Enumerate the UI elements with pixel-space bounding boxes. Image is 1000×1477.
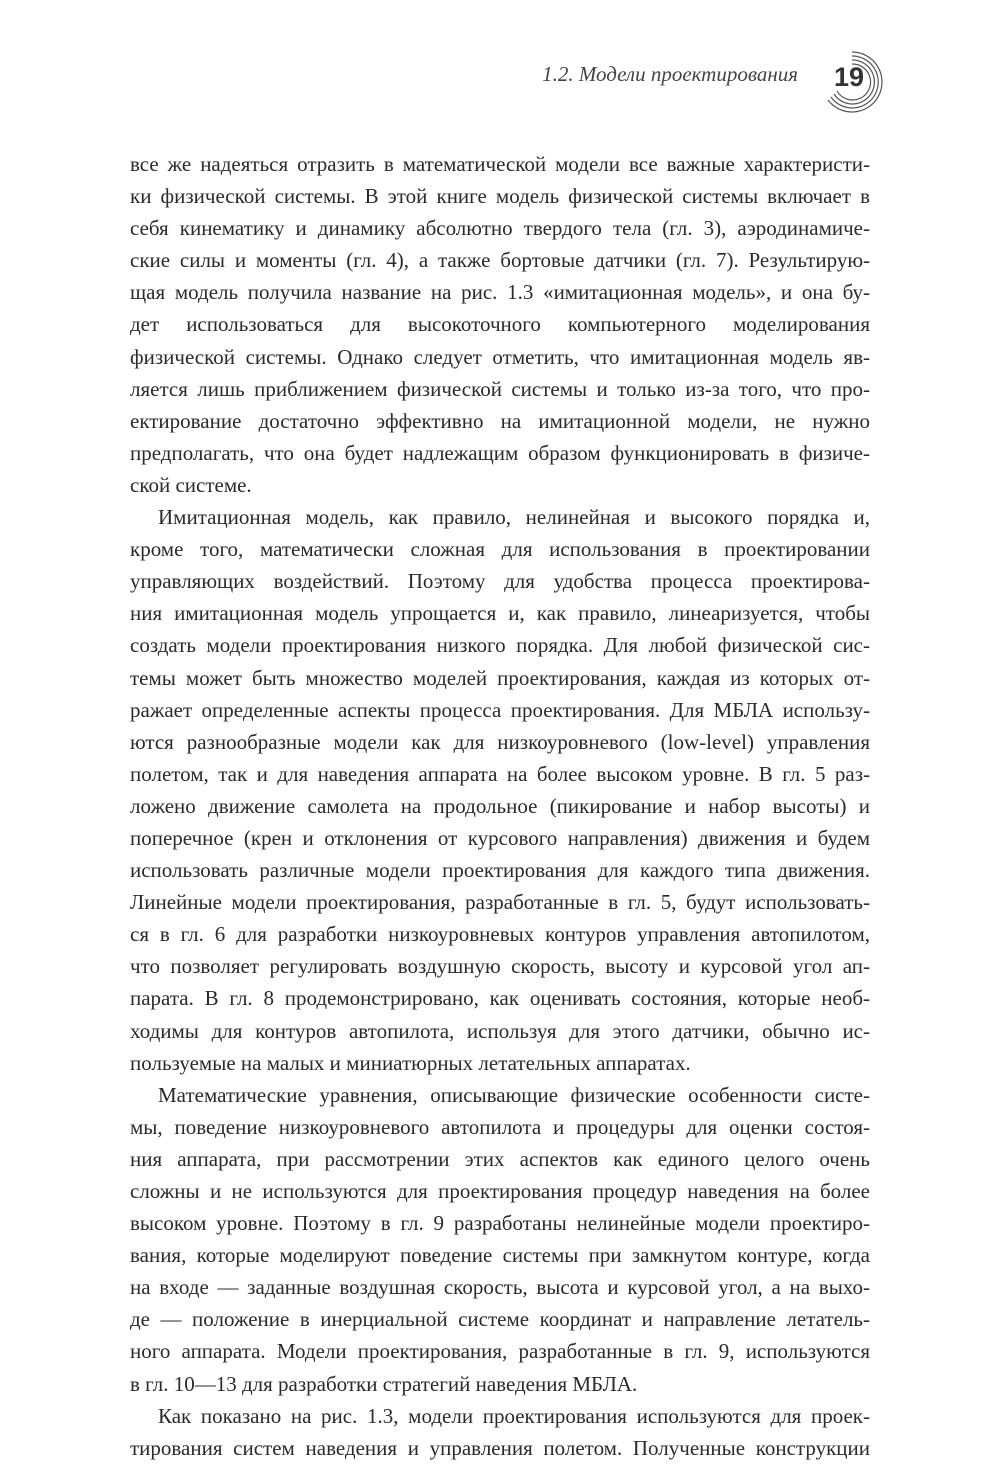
text-line: ляется лишь приближением физической системы и только из-за того, что про-: [130, 376, 870, 401]
text-line: ектирование достаточно эффективно на имитационной модели, не нужно: [130, 408, 870, 433]
paragraph: [130, 501, 870, 1079]
text-line: ния имитационная модель упрощается и, как правило, линеаризуется, чтобы: [130, 601, 870, 626]
text-line: ской системе.: [130, 472, 252, 497]
text-line: высоком уровне. Поэтому в гл. 9 разработаны нелинейные модели проектиро-: [130, 1211, 870, 1236]
text-line: кроме того, математически сложная для использования в проектировании: [130, 537, 870, 562]
text-line: сложны и не используются для проектирования процедур наведения на более: [130, 1179, 870, 1203]
paragraph: [130, 1079, 870, 1400]
text-line: управляющих воздействий. Поэтому для удобства процесса проектирова-: [130, 569, 870, 594]
text-line: что позволяет регулировать воздушную скорость, высоту и курсовой угол ап-: [130, 954, 870, 979]
text-line: пользуемые на малых и миниатюрных летательных аппаратах.: [130, 1050, 691, 1075]
text-line: ражает определенные аспекты процесса проектирования. Для МБЛА использу-: [130, 697, 870, 722]
text-line: ские силы и моменты (гл. 4), а также бортовые датчики (гл. 7). Результирую-: [130, 248, 870, 273]
text-line: физической системы. Однако следует отметить, что имитационная модель яв-: [130, 344, 870, 369]
page-number: 19: [834, 62, 865, 92]
text-line: создать модели проектирования низкого порядка. Для любой физической сис-: [130, 633, 870, 658]
paragraph: [130, 1400, 870, 1464]
text-line: предполагать, что она будет надлежащим образом функционировать в физиче-: [130, 440, 870, 465]
text-line: ния аппарата, при рассмотрении этих аспектов как единого целого очень: [130, 1146, 870, 1171]
text-line: в гл. 10—13 для разработки стратегий наведения МБЛА.: [130, 1371, 638, 1396]
text-line: ся в гл. 6 для разработки низкоуровневых контуров управления автопилотом,: [130, 922, 870, 947]
text-line: дет использоваться для высокоточного компьютерного моделирования: [130, 312, 870, 337]
text-line: на входе — заданные воздушная скорость, высота и курсовой угол, а на выхо-: [130, 1275, 870, 1300]
body-text: [130, 148, 870, 1464]
text-line: Имитационная модель, как правило, нелинейная и высокого порядка и,: [158, 505, 870, 530]
text-line: тирования систем наведения и управления полетом. Полученные конструкции: [130, 1435, 870, 1460]
text-line: ки физической системы. В этой книге модель физической системы включает в: [130, 184, 870, 209]
text-line: парата. В гл. 8 продемонстрировано, как оценивать состояния, которые необ-: [130, 986, 870, 1011]
text-line: использовать различные модели проектирования для каждого типа движения.: [130, 858, 870, 883]
text-line: вания, которые моделируют поведение системы при замкнутом контуре, когда: [130, 1243, 870, 1268]
text-line: де — положение в инерциальной системе координат и направление летатель-: [130, 1307, 870, 1332]
text-line: ются разнообразные модели как для низкоуровневого (low-level) управления: [130, 729, 870, 754]
text-line: мы, поведение низкоуровневого автопилота и процедуры для оценки состоя-: [130, 1114, 870, 1139]
text-line: темы может быть множество моделей проектирования, каждая из которых от-: [130, 665, 870, 690]
text-line: Линейные модели проектирования, разработанные в гл. 5, будут использовать-: [130, 890, 870, 915]
text-line: все же надеяться отразить в математической модели все важные характеристи-: [130, 152, 870, 176]
text-line: ходимы для контуров автопилота, используя для этого датчики, обычно ис-: [130, 1018, 870, 1043]
text-line: ложено движение самолета на продольное (пикирование и набор высоты) и: [130, 793, 870, 818]
paragraph: [130, 148, 870, 501]
page-number-badge: [822, 50, 886, 114]
text-line: себя кинематику и динамику абсолютно твердого тела (гл. 3), аэродинамиче-: [130, 216, 870, 241]
text-line: ного аппарата. Модели проектирования, разработанные в гл. 9, используются: [130, 1339, 870, 1364]
text-line: полетом, так и для наведения аппарата на более высоком уровне. В гл. 5 раз-: [130, 761, 870, 786]
text-line: Как показано на рис. 1.3, модели проектирования используются для проек-: [158, 1403, 870, 1428]
running-header: 1.2. Модели проектирования: [542, 62, 798, 86]
text-line: щая модель получила название на рис. 1.3 «имитационная модель», и она бу-: [130, 280, 870, 305]
text-line: Математические уравнения, описывающие физические особенности систе-: [158, 1082, 870, 1107]
text-line: поперечное (крен и отклонения от курсового направления) движения и будем: [130, 825, 870, 850]
